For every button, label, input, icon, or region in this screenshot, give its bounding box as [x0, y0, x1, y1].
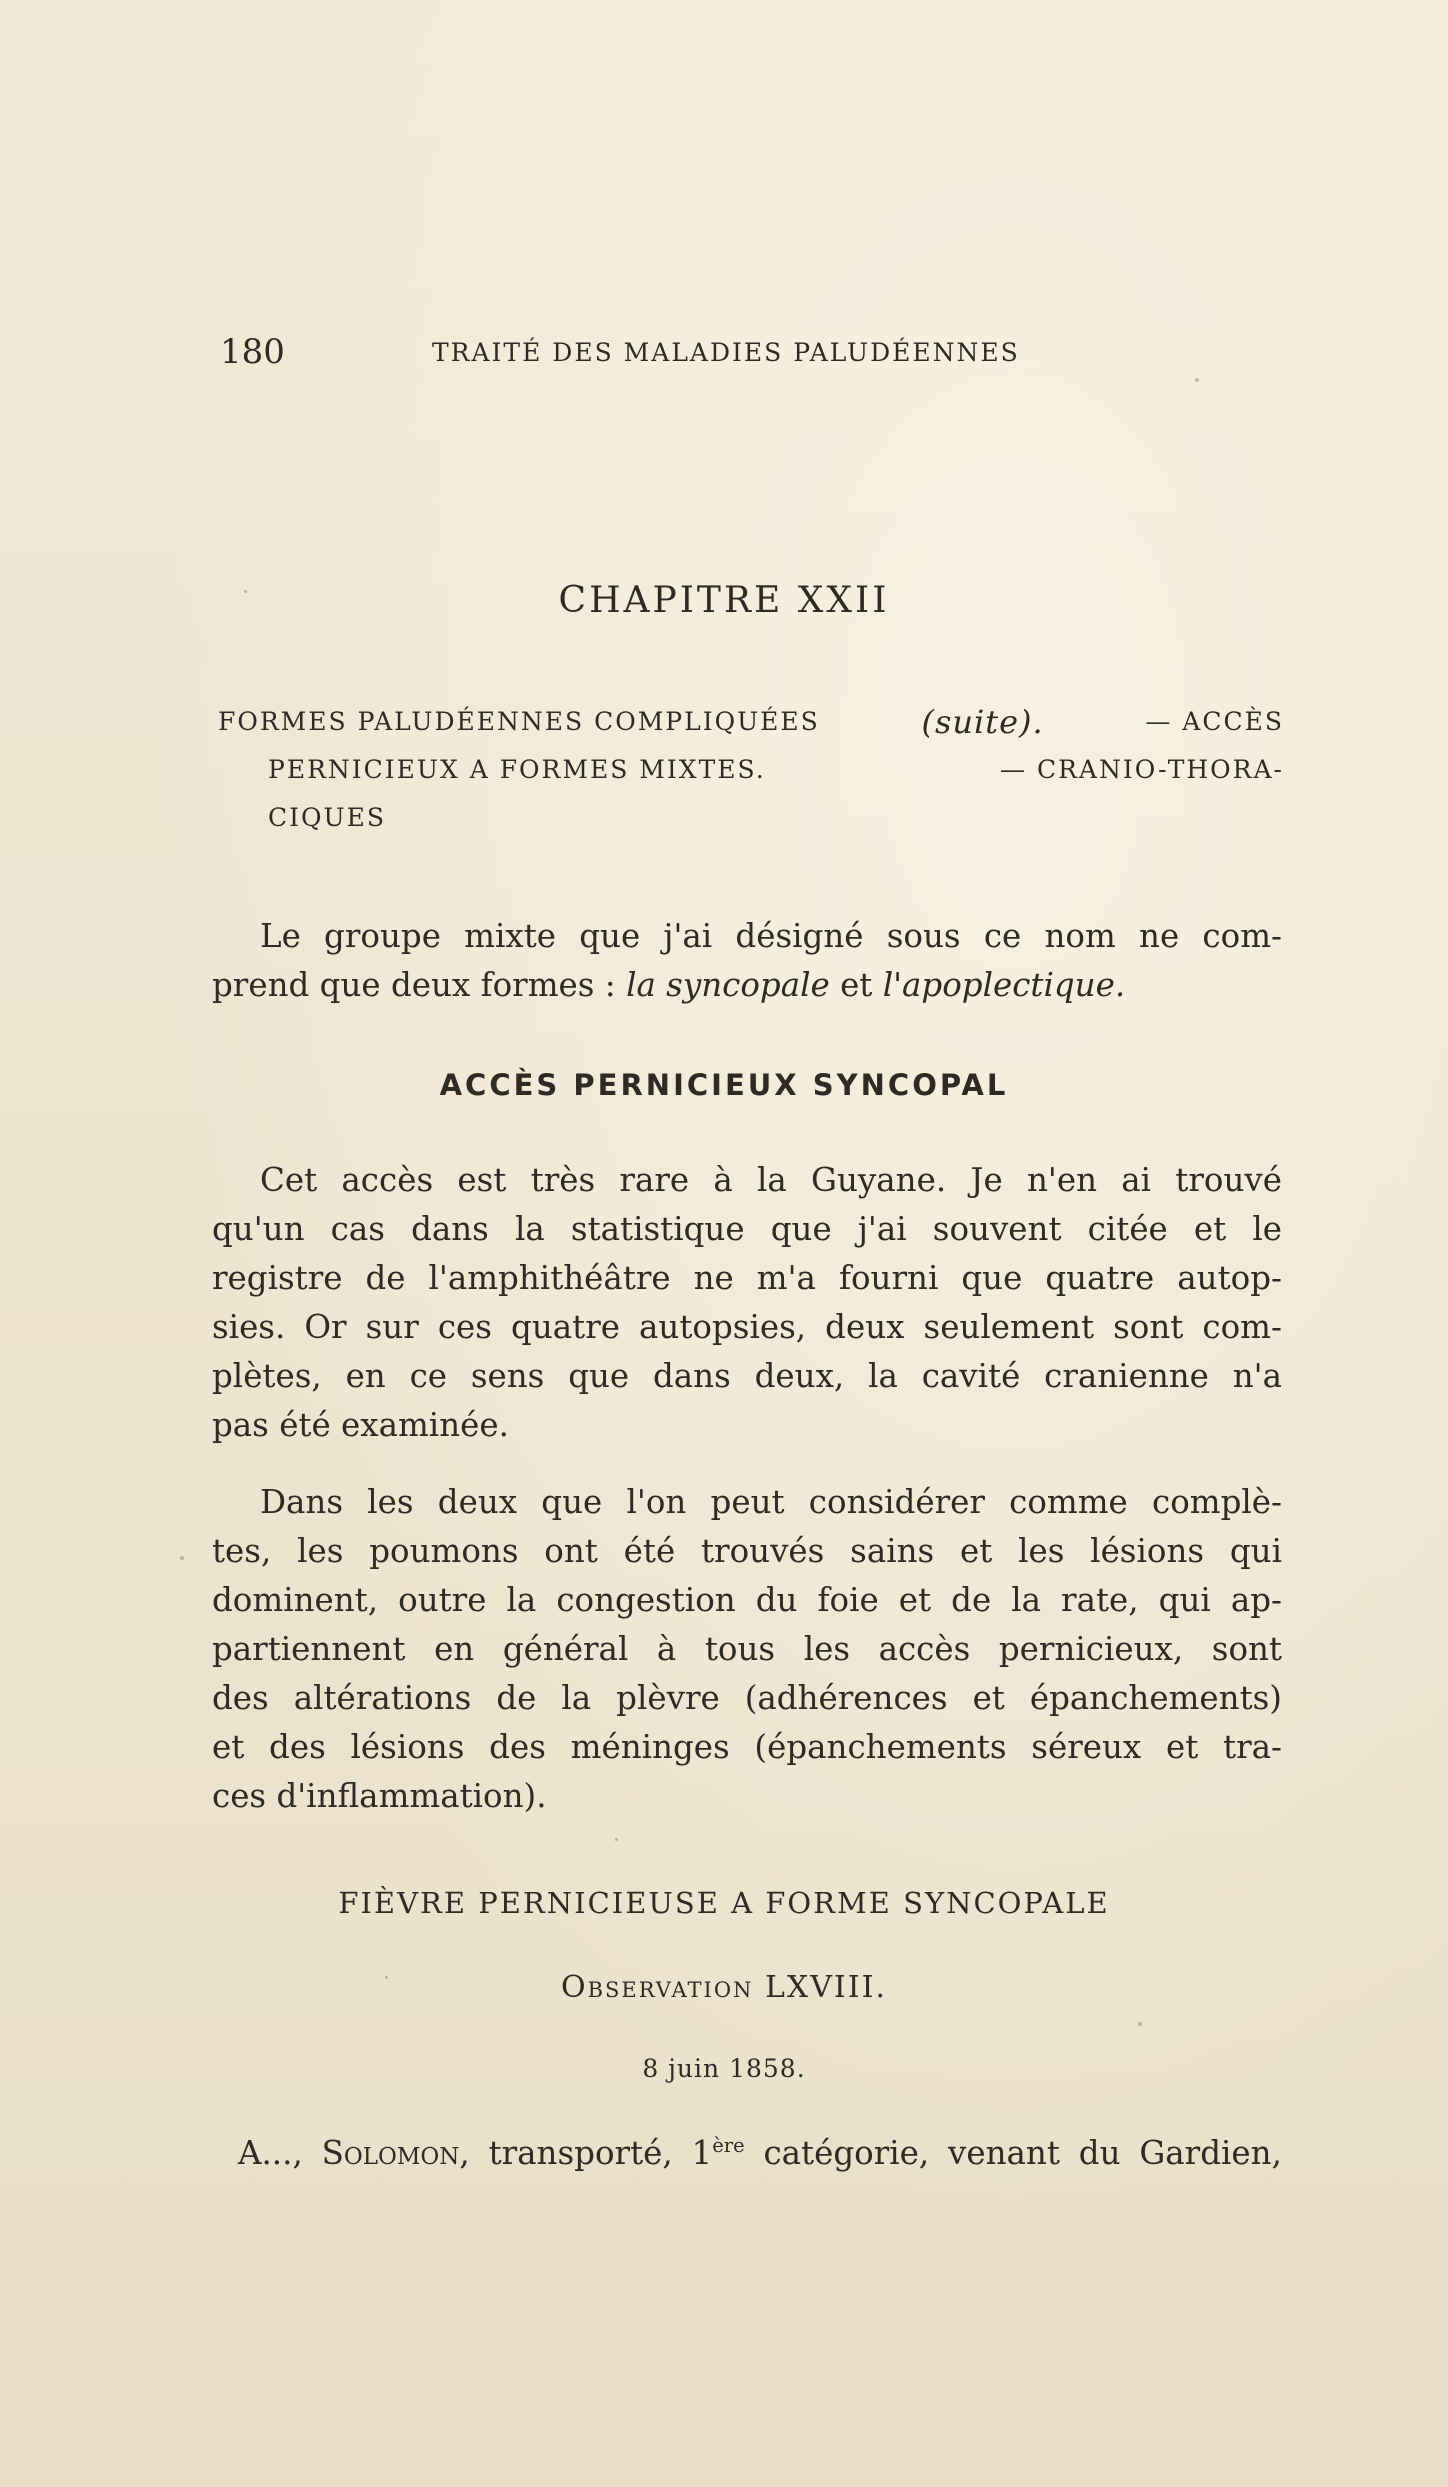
observation-date: 8 juin 1858. — [642, 2054, 806, 2083]
text-line: tes, les poumons ont été trouvés sains et les lésions qui — [212, 1532, 1282, 1570]
subtitle-line-2 — [218, 746, 1284, 794]
chapter-subtitle — [218, 698, 1284, 842]
text-line: partiennent en général à tous les accès pernicieux, sont — [212, 1630, 1282, 1668]
plain-text: et — [840, 966, 873, 1004]
plain-text: catégorie, — [763, 2134, 930, 2172]
paper-speck — [1195, 378, 1199, 382]
paper-speck — [180, 1556, 184, 1560]
observation-number: LXVIII. — [764, 1970, 888, 2005]
text-line: sies. Or sur ces quatre autopsies, deux seulement sont com- — [212, 1308, 1282, 1346]
running-title: TRAITÉ DES MALADIES PALUDÉENNES — [432, 338, 1020, 367]
paper-speck — [615, 1838, 618, 1841]
text-line: et des lésions des méninges (épanchements séreux et tra- — [212, 1728, 1282, 1766]
subtitle-suite: (suite). — [921, 703, 1044, 741]
text-line: pas été examinée. — [212, 1406, 509, 1444]
paper-speck — [244, 590, 247, 593]
observation-label: Observation — [560, 1970, 754, 2005]
text-line: registre de l'amphithéâtre ne m'a fourni que quatre autop- — [212, 1259, 1282, 1297]
text-line: Cet accès est très rare à la Guyane. Je n'en ai trouvé — [260, 1161, 1282, 1199]
page-number: 180 — [220, 332, 285, 372]
plain-text: Gardien, — [1139, 2134, 1282, 2172]
text-line: dominent, outre la congestion du foie et de la rate, qui ap- — [212, 1581, 1282, 1619]
observation-heading: FIÈVRE PERNICIEUSE A FORME SYNCOPALE — [338, 1886, 1110, 1920]
observation-label-line — [0, 1970, 1448, 2005]
plain-text: A..., — [238, 2134, 303, 2172]
plain-text: du — [1078, 2134, 1121, 2172]
plain-text: transporté, — [488, 2134, 673, 2172]
subtitle-text: — CRANIO-THORA- — [1000, 755, 1284, 784]
section-title: ACCÈS PERNICIEUX SYNCOPAL — [439, 1068, 1009, 1102]
text-line: ces d'inflammation). — [212, 1777, 547, 1815]
patient-name: Solomon, — [321, 2134, 470, 2172]
text-line — [212, 961, 1282, 1010]
subtitle-text: FORMES PALUDÉENNES COMPLIQUÉES — [218, 707, 820, 736]
text-line: Dans les deux que l'on peut considérer comme complè- — [260, 1483, 1282, 1521]
paper-speck — [1138, 2022, 1142, 2026]
ordinal-suffix: ère — [712, 2134, 745, 2158]
text-line: qu'un cas dans la statistique que j'ai souvent citée et le — [212, 1210, 1282, 1248]
text-line: plètes, en ce sens que dans deux, la cavité cranienne n'a — [212, 1357, 1282, 1395]
emphasis: l'apoplectique. — [882, 966, 1126, 1004]
paragraph-1 — [212, 1156, 1282, 1450]
text-line-last — [238, 2134, 1282, 2172]
subtitle-line-3: CIQUES — [268, 803, 386, 832]
subtitle-text: PERNICIEUX A FORMES MIXTES. — [268, 755, 766, 784]
chapter-title: CHAPITRE XXII — [558, 580, 890, 621]
subtitle-text: — ACCÈS — [1145, 707, 1284, 736]
emphasis: la syncopale — [626, 966, 830, 1004]
text-line: Le groupe mixte que j'ai désigné sous ce nom ne com- — [260, 917, 1282, 955]
plain-text: prend que deux formes : — [212, 966, 616, 1004]
page-header — [220, 332, 1220, 382]
paper-speck — [385, 1976, 388, 1979]
ordinal — [692, 2134, 745, 2172]
paragraph-2 — [212, 1478, 1282, 1821]
subtitle-line-1 — [218, 698, 1284, 746]
plain-text: venant — [948, 2134, 1060, 2172]
text-line: des altérations de la plèvre (adhérences et épanchements) — [212, 1679, 1282, 1717]
ordinal-number: 1 — [691, 2134, 713, 2172]
intro-paragraph — [212, 912, 1282, 1010]
